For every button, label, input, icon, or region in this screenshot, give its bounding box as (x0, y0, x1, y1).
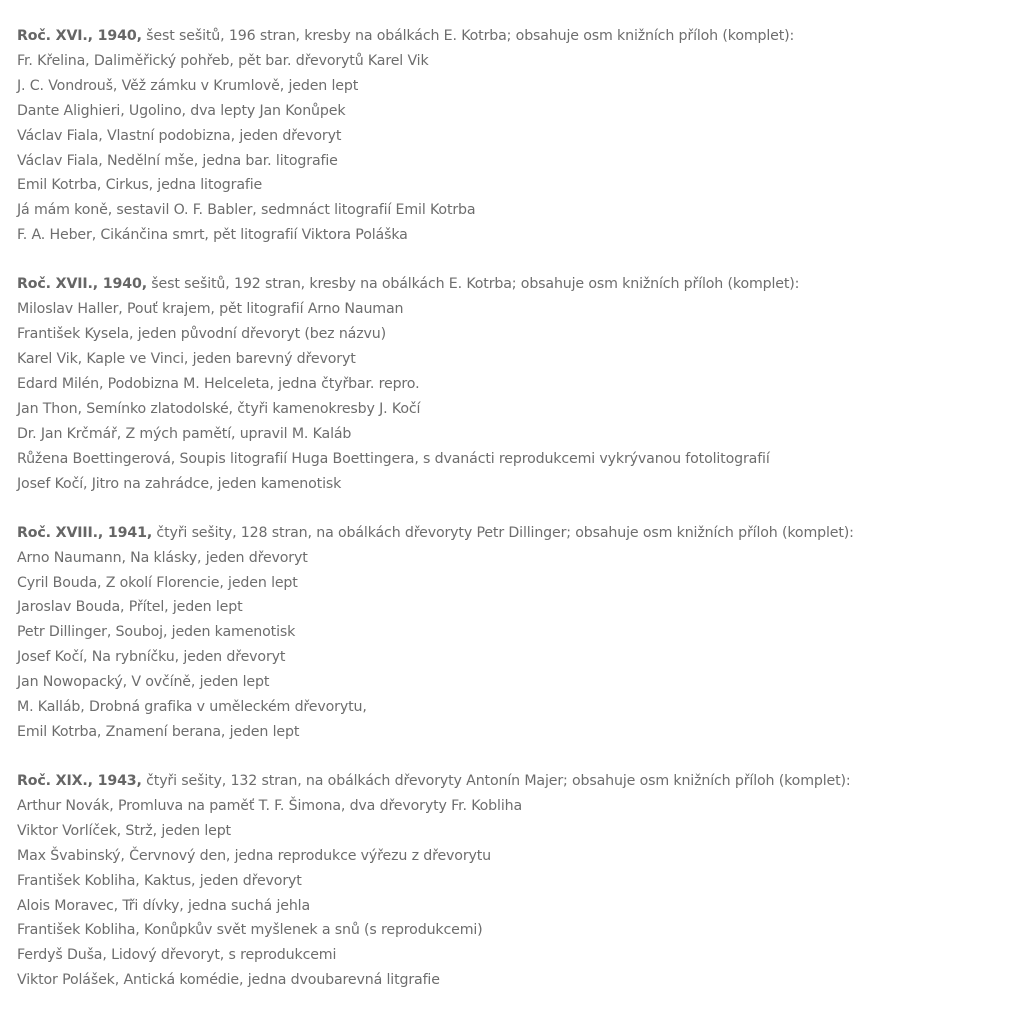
list-item: Josef Kočí, Jitro na zahrádce, jeden kamenotisk (17, 475, 342, 492)
list-item: Emil Kotrba, Znamení berana, jeden lept (17, 723, 300, 740)
list-item: Ferdyš Duša, Lidový dřevoryt, s reprodukcemi (17, 947, 337, 964)
list-item: J. C. Vondrouš, Věž zámku v Krumlově, jeden lept (17, 77, 359, 94)
list-item: Růžena Boettingerová, Soupis litografií Huga Boettingera, s dvanácti reprodukcemi vykrývanou fotolitografií (17, 450, 770, 467)
volume-heading (17, 24, 1017, 49)
list-item: Dr. Jan Krčmář, Z mých pamětí, upravil M. Kaláb (17, 425, 352, 442)
list-item: Miloslav Haller, Pouť krajem, pět litografií Arno Nauman (17, 301, 404, 318)
volume-xix (17, 769, 1017, 993)
volume-heading (17, 521, 1017, 546)
volume-xviii (17, 521, 1017, 745)
volume-description: čtyři sešity, 128 stran, na obálkách dřevoryty Petr Dillinger; obsahuje osm knižních příloh (komplet): (152, 524, 854, 541)
volume-heading (17, 769, 1017, 794)
volume-title: Roč. XVI., 1940, (17, 28, 142, 44)
list-item: František Kobliha, Konůpkův svět myšlenek a snů (s reprodukcemi) (17, 922, 483, 939)
list-item: Jan Nowopacký, V ovčíně, jeden lept (17, 674, 270, 691)
volume-description: šest sešitů, 192 stran, kresby na obálkách E. Kotrba; obsahuje osm knižních příloh (komplet): (146, 276, 800, 293)
list-item: Já mám koně, sestavil O. F. Babler, sedmnáct litografií Emil Kotrba (17, 202, 476, 219)
volume-title: Roč. XIX., 1943, (17, 773, 142, 790)
list-item: Viktor Vorlíček, Strž, jeden lept (17, 822, 231, 839)
volume-xvi (17, 24, 1017, 248)
list-item: Václav Fiala, Nedělní mše, jedna bar. litografie (17, 152, 338, 169)
list-item: František Kysela, jeden původní dřevoryt (bez názvu) (17, 326, 386, 343)
list-item: Cyril Bouda, Z okolí Florencie, jeden lept (17, 574, 298, 591)
list-item: František Kobliha, Kaktus, jeden dřevoryt (17, 872, 302, 889)
list-item: Karel Vik, Kaple ve Vinci, jeden barevný dřevoryt (17, 351, 356, 368)
list-item: Petr Dillinger, Souboj, jeden kamenotisk (17, 624, 296, 641)
list-item: Edard Milén, Podobizna M. Helceleta, jedna čtyřbar. repro. (17, 375, 420, 392)
document-body (17, 24, 1017, 1017)
list-item: Václav Fiala, Vlastní podobizna, jeden dřevoryt (17, 127, 342, 144)
volume-description: šest sešitů, 196 stran, kresby na obálkách E. Kotrba; obsahuje osm knižních příloh (komplet): (141, 28, 795, 44)
list-item: Alois Moravec, Tři dívky, jedna suchá jehla (17, 897, 310, 914)
volume-description: čtyři sešity, 132 stran, na obálkách dřevoryty Antonín Majer; obsahuje osm knižních příloh (komplet): (141, 773, 851, 790)
list-item: Jan Thon, Semínko zlatodolské, čtyři kamenokresby J. Kočí (17, 400, 421, 417)
list-item: Emil Kotrba, Cirkus, jedna litografie (17, 177, 263, 194)
list-item: Jaroslav Bouda, Přítel, jeden lept (17, 599, 243, 616)
volume-title: Roč. XVIII., 1941, (17, 524, 153, 541)
volume-heading (17, 272, 1017, 297)
list-item: F. A. Heber, Cikánčina smrt, pět litografií Viktora Poláška (17, 227, 408, 244)
list-item: Dante Alighieri, Ugolino, dva lepty Jan Konůpek (17, 102, 346, 119)
list-item: Arno Naumann, Na klásky, jeden dřevoryt (17, 549, 308, 566)
volume-xvii (17, 272, 1017, 496)
list-item: Max Švabinský, Červnový den, jedna reprodukce výřezu z dřevorytu (17, 847, 492, 864)
list-item: Arthur Novák, Promluva na paměť T. F. Šimona, dva dřevoryty Fr. Kobliha (17, 797, 522, 814)
list-item: Fr. Křelina, Daliměřický pohřeb, pět bar. dřevorytů Karel Vik (17, 52, 429, 69)
list-item: M. Kalláb, Drobná grafika v uměleckém dřevorytu, (17, 699, 367, 716)
volume-title: Roč. XVII., 1940, (17, 276, 147, 293)
list-item: Josef Kočí, Na rybníčku, jeden dřevoryt (17, 649, 286, 666)
list-item: Viktor Polášek, Antická komédie, jedna dvoubarevná litgrafie (17, 972, 440, 989)
